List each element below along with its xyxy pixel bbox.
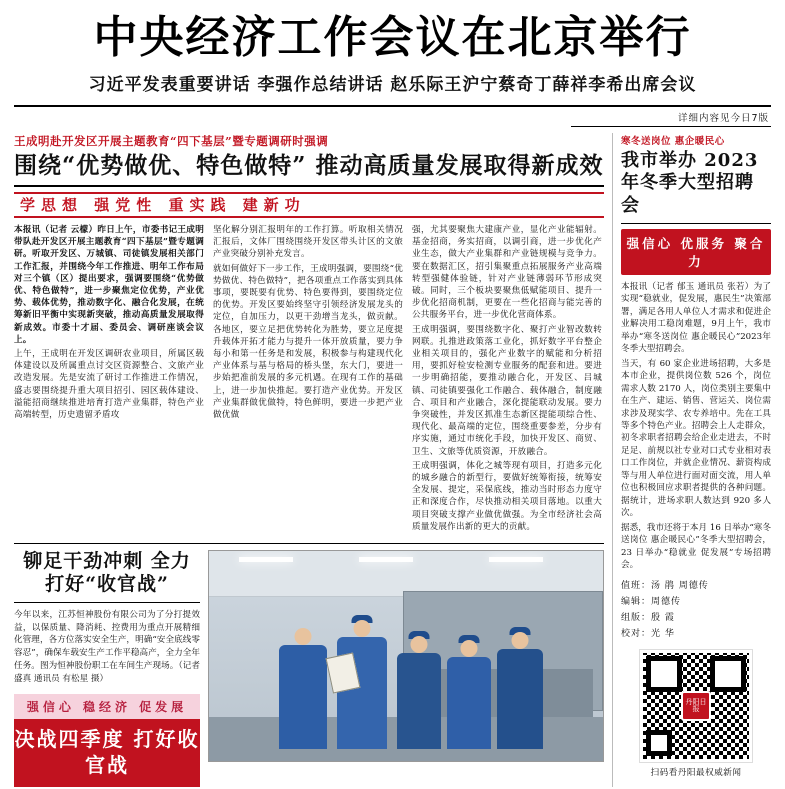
secondary-story-text <box>14 550 200 787</box>
right-slogan-pill: 强信心 优服务 聚合力 <box>621 229 771 275</box>
credit-line: 校对：光 华 <box>621 628 675 639</box>
right-paragraph: 据悉，我市还将于本月 16 日举办“寒冬送岗位 惠企暖民心”冬季大型招聘会，23 日举办“稳就业 促发展”专场招聘会。 <box>621 522 771 570</box>
photo-worker-head <box>354 620 371 637</box>
lead-divider <box>14 185 604 187</box>
photo-lamp <box>359 557 413 562</box>
photo-worker-head <box>461 640 478 657</box>
lead-text-column-1 <box>14 224 204 535</box>
reference-line: 详细内容见今日7版 <box>571 107 771 127</box>
qr-eye-icon <box>646 730 672 756</box>
secondary-headline: 铆足干劲冲刺 全力打好“收官战” <box>23 550 191 595</box>
right-paragraph: 当天，有 60 家企业进场招聘，大多是本市企业，提供岗位数 526 个，岗位需求人数 2170 人，岗位类别主要集中在生产、建运、销售、营运关、岗位需求涉及现实学、农专养培中。先在工具等多个特色产业。招聘会上人走群众，初冬求职者招聘会给企业走进去，不时足足、前规以社专业对口式专业相对表口工作岗位，并就企业情况、薪资构成等与用人单位进行面对面交流，用人单位也积极回应求职者提供的各种问题。据统计，进场求职人数达到 920 多人次。 <box>621 358 771 519</box>
lead-text-column-3 <box>412 224 602 535</box>
lead-paragraph: 王成明强调，要围绕数字化、聚打产业智改数转网联。扎推进政策落工业化，抓好数字平台整企业相关项目的，强化产业数字的赋能和分析招用，要抓好检安检测专业服务的配套和进。要进一步明确招能，要推动融合化，开发区、吕城镇、司徒镇要强化工作融合、载体融合，制度融合、项目和产业融合，深化提能联动发展。要力争突破性，并发区抓准生态新区提能项综合性、现代化、最高端的定位，围绕重要参差，分步有序实施，通过市统化手段，加快开发区、商贸、卫生、文旅等优质资源，开放融合。 <box>412 324 602 457</box>
qr-logo: 丹阳日报 <box>681 691 711 721</box>
promo-kicker: 强信心 稳经济 促发展 <box>14 694 200 719</box>
qr-code-icon[interactable] <box>640 650 752 762</box>
photo-worker <box>497 649 543 749</box>
lead-paragraph: 本报讯（记者 云檬）昨日上午，市委书记王成明带队赴开发区开展主题教育“四下基层”暨专题调研。听取开发区、万城镇、司徒镇发展相关部门工作汇报，并围绕今年工作推进、明年工作布局对三个镇（区）提出要求，强调要围绕“优势做优、特色做特”，进一步聚焦定位优势，产业优势、载体优势，推动数字化、融合化发展，在统筹新旧平衡中实现新突破，推动高质量发展取得新成效。市委十才届、委员会、调研座谈会议上。 <box>14 224 204 345</box>
masthead-credits <box>621 579 771 642</box>
secondary-paragraph: 今年以来，江苏恒神股份有限公司为了分打提效益，以保质量、降消耗、控费用为重点开展精细化管理，各方位落实安全生产，明确“安全底线零容忍”，确保车载安生产工作平稳高产，全力全年任务。图为恒神股份职工在车间生产现场。（记者 盛真 通讯员 有松星 摄） <box>14 609 200 685</box>
photo-worker-head <box>411 636 428 653</box>
photo-block <box>208 550 604 787</box>
right-paragraph: 本报讯（记者 郁玉 通讯员 张若）为了实现“稳就业，促发展，惠民生”决策部署，满足各用人单位人才需求和促进企业解决用工稳岗难题，9月上午，我市举办“寒冬送岗位 惠企暖民心”2023年冬季大型招聘会。 <box>621 282 771 355</box>
credit-line: 组版：殷 霞 <box>621 612 675 623</box>
right-divider <box>621 223 771 224</box>
secondary-story <box>14 543 604 787</box>
lead-paragraph: 就如何做好下一步工作，王成明强调，要围绕“优势做优、特色做特”，把各项重点工作落实到具体事项，要既要有优势、特色要得到，要围绕定位的优势。开发区要始终坚守引领经济发展龙头的定位，自加压力，以更干劲增当龙头，做贡献。各地区，要立足把优势转化为胜势，要立足度提升载体开拓才能力与提升一体开放质量，要力争每小和第一任务是和发展，积极参与构建现代化产业体系与基与格局的桥头堡，东大门，要进一步始把准前发展的多元机遇。在现有工作的基础上，进一步加快推起。要打造产业优势。开发区产业集群做优做特，特色鲜明，要进一步把产业做优做 <box>213 263 403 420</box>
photo-worker-head <box>512 632 529 649</box>
lead-body <box>14 224 604 535</box>
page-body <box>14 133 771 787</box>
main-column <box>14 133 604 787</box>
lead-paragraph: 王成明强调，体化之城等现有项目，打造多元化的城乡融合的新型行，要做好统筹衔接，统筹安全发展、提定，采保底线，推动当时形态力度守正和深度合作，尽快推动相关项目落地。以重大项目突破支撑产业做优做强。为全市经济社会高质量发展作出新的更大的贡献。 <box>412 460 602 532</box>
lead-paragraph: 强，尤其要聚焦大建康产业，显化产业能辐射。基金招商，务实招商，以调引商，进一步优化产业生态，做大产业集群和产业链规模与竞争力。要在数据汇区，招引集聚重点拓展服务产业高端转型强健体验链，针对产业链薄弱环节形成突破。同时，三个板块要聚焦低赋能项目、提升一步优化招商机制，更要在一些化招商与能完善的公共服务平台，进一步优化营商体系。 <box>412 224 602 321</box>
main-headline: 中央经济工作会议在北京举行 <box>93 12 692 63</box>
promo-box <box>14 694 200 787</box>
lead-text-column-2 <box>213 224 403 535</box>
photo-worker <box>447 657 491 749</box>
qr-block <box>621 650 771 778</box>
credit-line: 编辑：周德传 <box>621 597 682 608</box>
factory-photo <box>208 550 604 762</box>
right-kicker: 寒冬送岗位 惠企暖民心 <box>621 135 725 147</box>
right-headline: 我市举办 2023 年冬季大型招聘会 <box>621 149 759 216</box>
sub-headline: 习近平发表重要讲话 李强作总结讲话 赵乐际王沪宁蔡奇丁薛祥李希出席会议 <box>88 74 697 95</box>
photo-lamp <box>239 557 293 562</box>
photo-worker <box>397 653 441 749</box>
lead-headline: 围绕“优势做优、特色做特” 推动高质量发展取得新成效 <box>14 151 604 179</box>
lead-paragraph: 坚化解分别汇报明年的工作打算。听取相关情况汇报后，文体厂围绕围绕开发区带头计区的文旅产业突破分别补充发言。 <box>213 224 403 260</box>
campaign-slogan: 学思想 强党性 重实践 建新功 <box>20 196 306 215</box>
credit-line: 值班：汤 鹃 周德传 <box>621 581 709 592</box>
secondary-divider <box>14 602 200 603</box>
photo-lamp <box>489 557 543 562</box>
lead-kicker: 王成明赴开发区开展主题教育“四下基层”暨专题调研时强调 <box>14 133 329 148</box>
qr-caption: 扫码看丹阳最权威新闻 <box>650 768 742 779</box>
right-column <box>612 133 771 787</box>
photo-worker <box>279 645 327 749</box>
promo-slogan: 决战四季度 打好收官战 <box>14 719 200 787</box>
campaign-banner <box>14 192 604 218</box>
photo-worker-head <box>295 628 312 645</box>
lead-paragraph: 上午，王成明在开发区调研农业项目，所属区载体建设以及所属重点讨交区资源整合、文旅产业改造发展。先是安流了研讨工作推进工作情况，盛志要围绕提升重大项目招引、园区载体建设、溢能招商继续推进培育打造产业集群，特色产业高端转型，历史遗留矛盾攻 <box>14 348 204 420</box>
masthead <box>14 0 771 127</box>
